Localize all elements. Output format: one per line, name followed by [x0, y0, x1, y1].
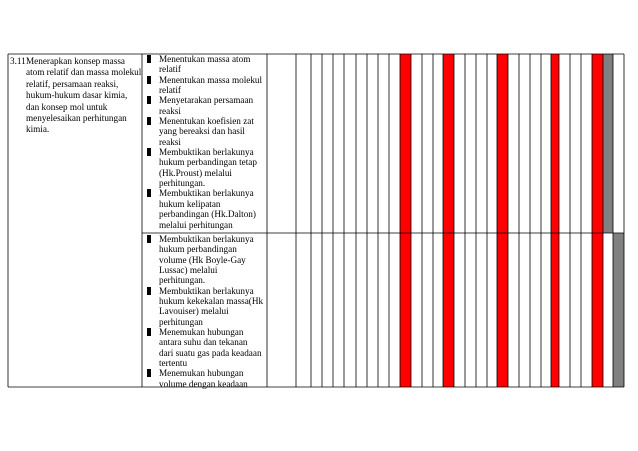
indicator-list-bottom	[146, 234, 264, 389]
indicator-item	[146, 75, 264, 96]
indicator-item	[146, 286, 264, 327]
indicator-text: Membuktikan berlakunya hukum perbandingan volume (Hk Boyle-Gay Lussac) melalui perhitungan.	[159, 234, 254, 286]
red-schedule-cell	[551, 233, 559, 387]
red-schedule-cell	[592, 54, 603, 233]
gray-schedule-cell	[613, 233, 624, 387]
indicator-item	[146, 116, 264, 147]
basic-competency	[10, 56, 142, 136]
bullet-icon	[147, 235, 151, 243]
indicator-item	[146, 327, 264, 368]
indicator-text: Menyetarakan persamaan reaksi	[159, 95, 254, 116]
indicator-item	[146, 54, 264, 75]
bullet-icon	[147, 117, 151, 125]
indicator-text: Membuktikan berlakunya hukum kelipatan perbandingan (Hk.Dalton) melalui perhitungan	[159, 188, 256, 230]
bullet-icon	[147, 76, 151, 84]
bullet-icon	[147, 148, 151, 156]
bullet-icon	[147, 189, 151, 197]
bullet-icon	[147, 287, 151, 295]
indicator-text: Menemukan hubungan volume dengan keadaan	[159, 368, 248, 389]
indicator-text: Menentukan massa atom relatif	[159, 54, 251, 75]
red-schedule-cell	[551, 54, 559, 233]
bullet-icon	[147, 328, 151, 336]
indicator-item	[146, 147, 264, 188]
indicator-item	[146, 368, 264, 389]
indicator-list-top	[146, 54, 264, 230]
competency-number: 3.11	[10, 56, 26, 66]
red-schedule-cell	[497, 233, 508, 387]
indicator-item	[146, 95, 264, 116]
red-schedule-cell	[400, 233, 411, 387]
indicator-text: Menentukan koefisien zat yang bereaksi dan hasil reaksi	[159, 116, 254, 147]
gray-schedule-cell	[603, 54, 613, 233]
bullet-icon	[147, 55, 151, 63]
indicator-text: Menentukan massa molekul relatif	[159, 74, 263, 96]
red-schedule-cell	[443, 54, 454, 233]
indicator-item	[146, 188, 264, 229]
bullet-icon	[147, 96, 151, 104]
indicator-text: Membuktikan berlakunya hukum perbandingan tetap (Hk.Proust) melalui perhitungan.	[159, 147, 257, 189]
indicator-item	[146, 234, 264, 286]
indicator-text: Menemukan hubungan antara suhu dan tekanan dari suatu gas pada keadaan tertentu	[159, 327, 262, 369]
red-schedule-cell	[592, 233, 603, 387]
red-schedule-cell	[400, 54, 411, 233]
red-schedule-cell	[443, 233, 454, 387]
competency-text: Menerapkan konsep massa atom relatif dan massa molekul relatif, persamaan reaksi, hukum-hukum dasar kimia, dan konsep mol untuk menyelesaikan perhitungan kimia.	[26, 56, 142, 135]
red-schedule-cell	[497, 54, 508, 233]
indicator-text: Membuktikan berlakunya hukum kekekalan massa(Hk Lavouiser) melalui perhitungan	[159, 285, 264, 327]
bullet-icon	[147, 369, 151, 377]
